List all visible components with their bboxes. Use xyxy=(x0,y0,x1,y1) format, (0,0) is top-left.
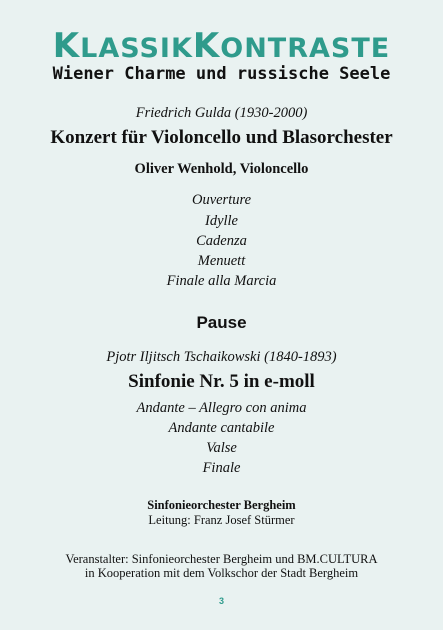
movement: Idylle xyxy=(204,213,238,229)
orchestra-name: Sinfonieorchester Bergheim xyxy=(147,498,296,512)
conductor: Leitung: Franz Josef Stürmer xyxy=(148,513,295,527)
movement: Finale alla Marcia xyxy=(166,273,277,289)
movement: Ouverture xyxy=(191,192,252,208)
movement: Andante cantabile xyxy=(168,420,275,436)
organizer-line-2: in Kooperation mit dem Volkschor der Stadt Bergheim xyxy=(84,566,359,580)
composer-gulda: Friedrich Gulda (1930-2000) xyxy=(135,105,308,121)
work-title-tschaikowski: Sinfonie Nr. 5 in e-moll xyxy=(128,371,315,392)
movement: Valse xyxy=(206,440,237,456)
brand-title xyxy=(0,28,443,67)
movement: Andante – Allegro con anima xyxy=(136,400,307,416)
soloist: Oliver Wenhold, Violoncello xyxy=(134,161,309,177)
brand-word-2: ONTRASTE xyxy=(220,33,391,64)
work-title-gulda: Konzert für Violoncello und Blasorchester xyxy=(50,127,393,148)
movement: Finale xyxy=(202,460,241,476)
brand-tagline: Wiener Charme und russische Seele xyxy=(52,64,391,84)
brand-word-1: LASSIK xyxy=(80,33,193,64)
organizer-line-1: Veranstalter: Sinfonieorchester Bergheim und BM.CULTURA xyxy=(65,552,378,566)
brand-initial-1: K xyxy=(52,26,81,66)
pause-heading: Pause xyxy=(196,313,247,332)
composer-tschaikowski: Pjotr Iljitsch Tschaikowski (1840-1893) xyxy=(106,349,337,365)
brand-initial-2: K xyxy=(192,26,221,66)
movement: Cadenza xyxy=(196,233,247,249)
movement: Menuett xyxy=(197,253,246,269)
page-number: 3 xyxy=(218,596,224,606)
